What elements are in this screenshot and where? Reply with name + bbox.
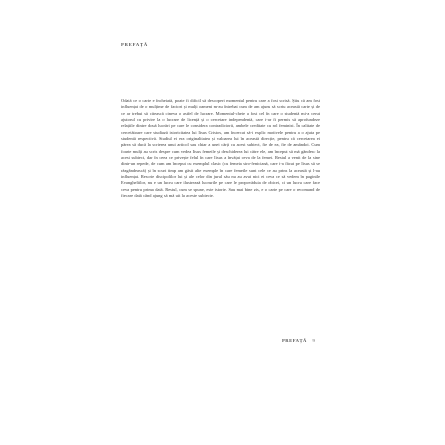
folio — [282, 338, 315, 343]
folio-label: PREFAȚĂ — [282, 338, 307, 343]
running-head: PREFAȚĂ — [121, 42, 148, 47]
body-text-block — [121, 98, 320, 326]
page-number: 9 — [312, 338, 316, 343]
body-paragraph: Odată ce o carte e încheiată, poate fi dificil să descoperi momentul pentru care a fost scrisă. Știu că am fost influențat de o mulțime de factori și mulți oameni m-au întrebat cum de am ajuns să scriu această carte și de ce ar trebui să citească cineva o astfel de lucrare. Momentul-cheie a fost cel în care o studentă mi-a cerut ajutorul cu privire la o lucrare de licență și o cercetare independentă, care i-ar fi permis să aprofundeze relațiile dintre două lucrări pe care le considera contradictorii, ambele creditate cu rol feminist. În calitate de cercetătoare care studiază istoricitatea lui Iisus Cristos, am încercat să-i explic motivele pentru a o ajuta pe studentă respectivă. Studiul ei era originalitatea și valoarea lui în această direcție, pentru că cercetarea ei părea să ducă la scrierea unui articol sau chiar a unei cărți cu acest subiect, fie de ea, fie de amândoi. Cum foarte mulți au scris despre cum vedea Iisus femeile și deschiderea lui către ele, am început să mă gândesc la acest subiect, dar în ceea ce privește felul în care Iisus a învățat ceva de la femei. Restul a venit de la sine dintr-un repede, de cum am început cu exemplul clasic (cu femeia siro-feniciană, care i-a făcut pe Iisus să se răzgândească) și în scurt timp am găsit alte exemple în care femeile sunt cele ce au prins la această și l-au influențat. Rescrie discipolilor lui și ale celor din jurul său nu au avut nici ei ceva ce să vedem în paginile Evangheliilor, nu e un lucru care ilustrează lucrurile pe care le propovăduia de obicei, ci un lucru care face ceva pentru prima dată. Restul, cum se spune, este istorie. Sau mai bine zis, e o carte pe care o recomand de fiecare dată când ajung să mă uit la aceste subiecte. — [121, 98, 320, 199]
